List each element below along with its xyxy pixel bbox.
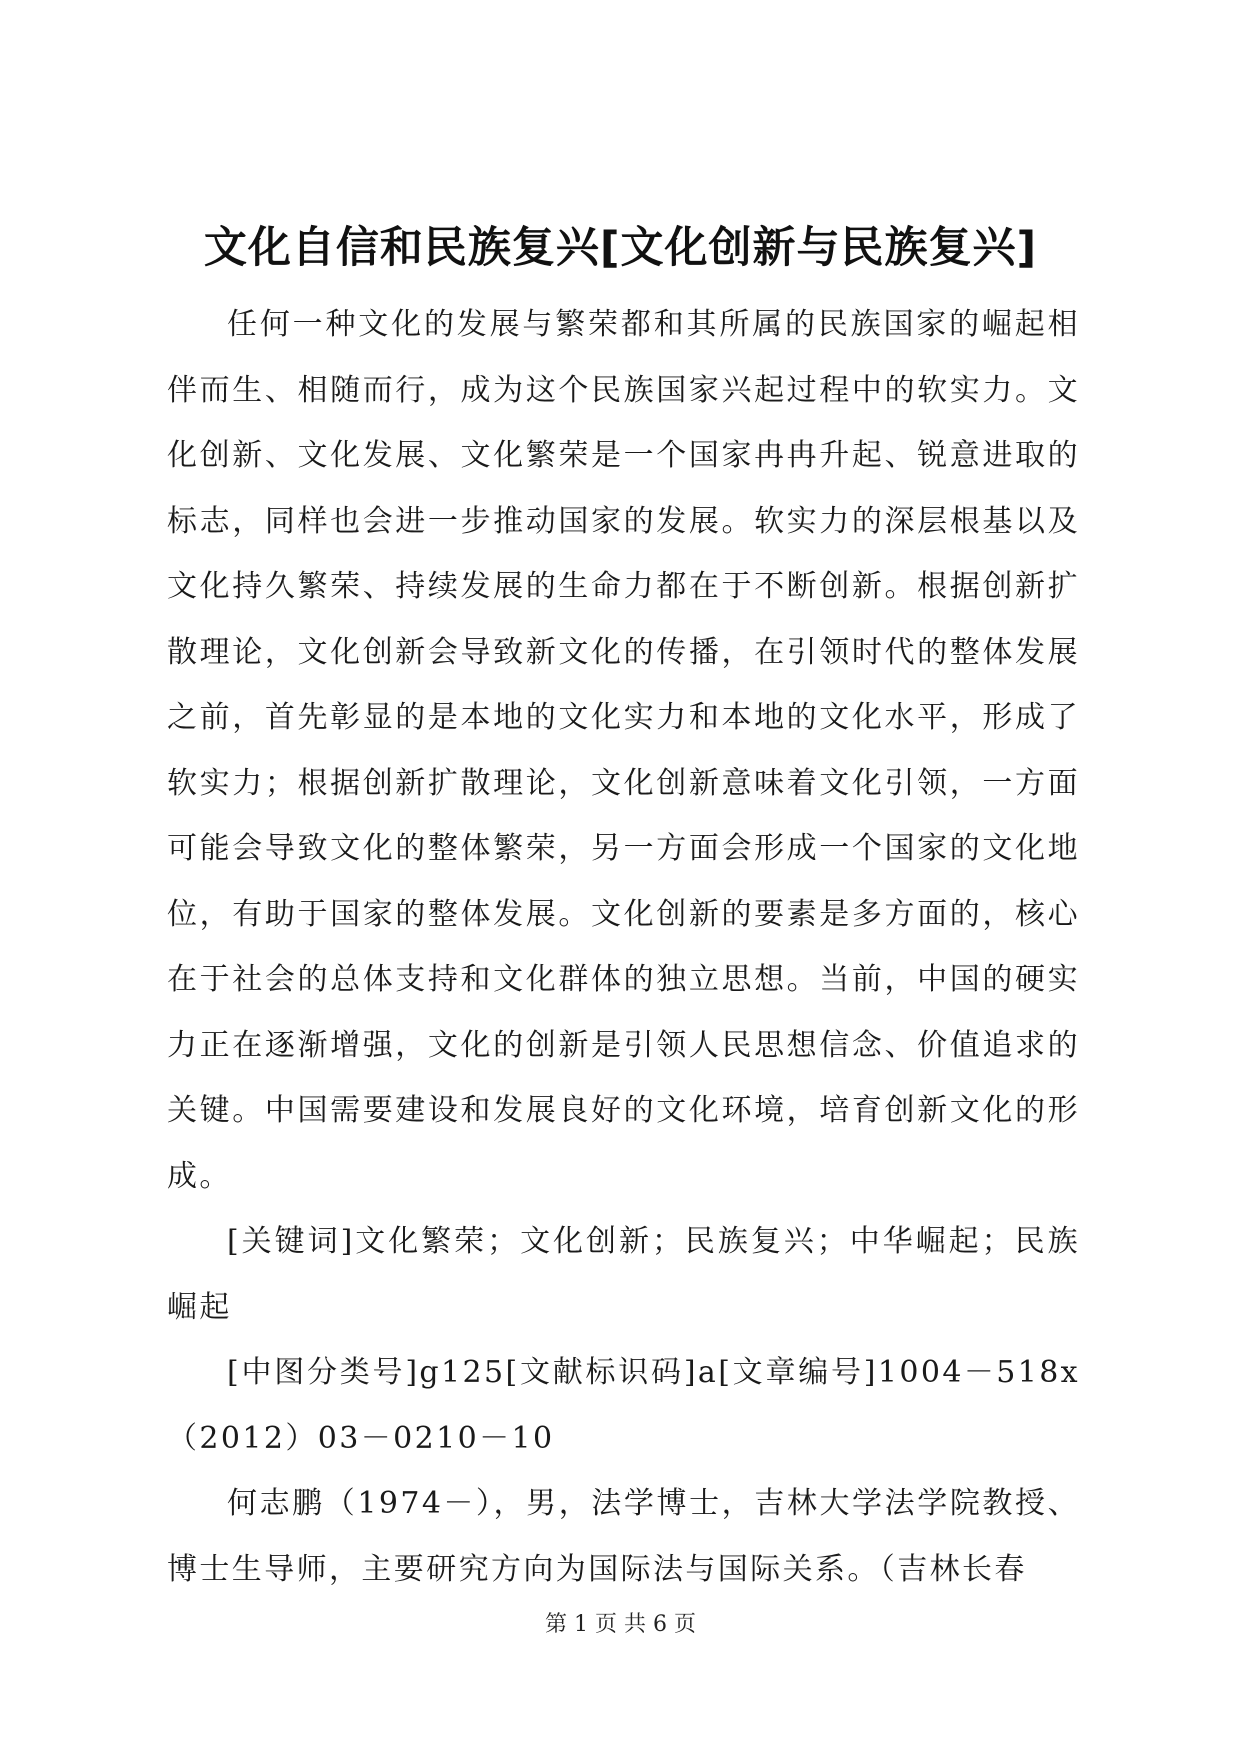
- document-body: [167, 292, 1080, 1602]
- keywords-paragraph: [关键词]文化繁荣；文化创新；民族复兴；中华崛起；民族崛起: [167, 1224, 1080, 1325]
- abstract-paragraph: 任何一种文化的发展与繁荣都和其所属的民族国家的崛起相伴而生、相随而行，成为这个民族国家兴起过程中的软实力。文化创新、文化发展、文化繁荣是一个国家冉冉升起、锐意进取的标志，同样也会进一步推动国家的发展。软实力的深层根基以及文化持久繁荣、持续发展的生命力都在于不断创新。根据创新扩散理论，文化创新会导致新文化的传播，在引领时代的整体发展之前，首先彰显的是本地的文化实力和本地的文化水平，形成了软实力；根据创新扩散理论，文化创新意味着文化引领，一方面可能会导致文化的整体繁荣，另一方面会形成一个国家的文化地位，有助于国家的整体发展。文化创新的要素是多方面的，核心在于社会的总体支持和文化群体的独立思想。当前，中国的硬实力正在逐渐增强，文化的创新是引领人民思想信念、价值追求的关键。中国需要建设和发展良好的文化环境，培育创新文化的形成。: [167, 307, 1080, 1194]
- classification-paragraph: [中图分类号]g125[文献标识码]a[文章编号]1004－518x（2012）03－0210－10: [167, 1355, 1080, 1456]
- author-paragraph: 何志鹏（1974－），男，法学博士，吉林大学法学院教授、博士生导师，主要研究方向为国际法与国际关系。（吉林长春: [167, 1486, 1080, 1587]
- page-footer: 第 1 页 共 6 页: [545, 1612, 696, 1637]
- document-title: 文化自信和民族复兴[文化创新与民族复兴]: [203, 223, 1038, 273]
